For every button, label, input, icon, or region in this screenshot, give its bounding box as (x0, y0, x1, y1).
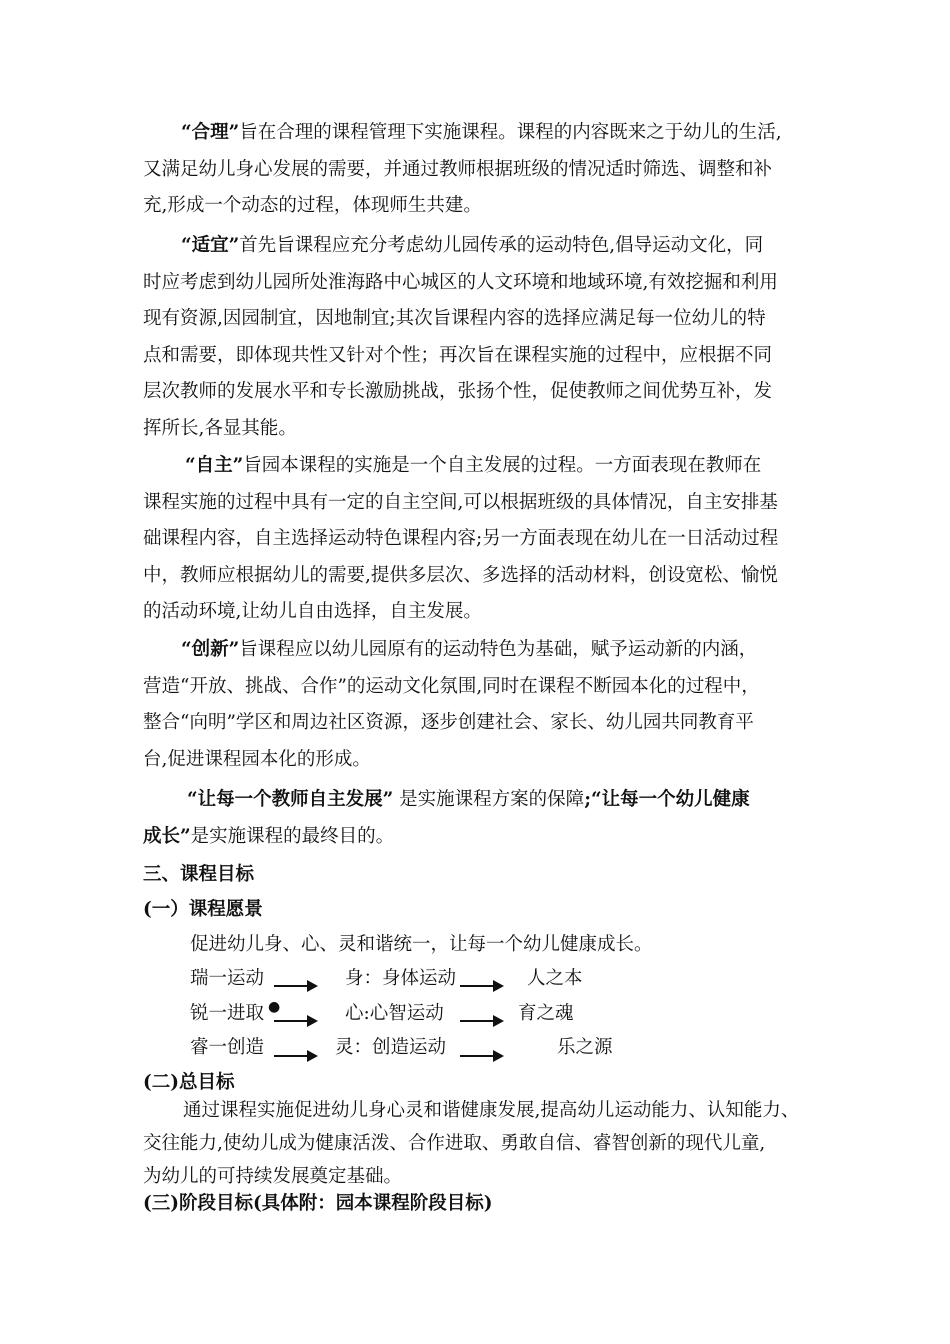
keyword: “合理” (181, 122, 240, 143)
paragraph-slogan (143, 782, 811, 855)
vision-mid: 灵：创造运动 (335, 1037, 447, 1058)
text-span: 旨园本课程的实施是一个自主发展的过程。一方面表现在教师在 (243, 455, 762, 476)
text-span: 首先旨课程应充分考虑幼儿园传承的运动特色,倡导运动文化，同 (239, 235, 764, 256)
text-line: 营造“开放、挑战、合作”的运动文化氛围,同时在课程不断园本化的过程中， (143, 675, 760, 697)
text-line: 础课程内容，自主选择运动特色课程内容;另一方面表现在幼儿在一日活动过程 (143, 528, 779, 549)
arrow-right-icon (460, 979, 504, 993)
text-span: 是实施课程的最终目的。 (190, 825, 395, 847)
text-span: 旨课程应以幼儿园原有的运动特色为基础，赋予运动新的内涵， (239, 639, 758, 660)
subsection-heading: (三)阶段目标(具体附：园本课程阶段目标) (143, 1193, 493, 1214)
vision-right: 乐之源 (557, 1037, 613, 1058)
text-line: 交往能力,使幼儿成为健康活泼、合作进取、勇敢自信、睿智创新的现代儿童, (143, 1133, 766, 1154)
text-line (143, 819, 811, 856)
text-span: 是实施课程方案的保障 (393, 789, 585, 810)
subsection-heading: (一）课程愿景 (143, 899, 263, 920)
arrow-right-icon (274, 1049, 318, 1063)
text-span: 旨在合理的课程管理下实施课程。课程的内容既来之于幼儿的生活, (239, 122, 782, 143)
paragraph-chuangxin (143, 632, 811, 778)
drop-icon: ● (268, 999, 281, 1015)
arrow-right-icon (460, 1049, 504, 1063)
section-heading: 三、课程目标 (143, 864, 255, 885)
text-line: 为幼儿的可持续发展奠定基础。 (143, 1166, 403, 1187)
text-line: 课程实施的过程中具有一定的自主空间,可以根据班级的具体情况，自主安排基 (143, 491, 778, 513)
text-line: 又满足幼儿身心发展的需要，并通过教师根据班级的情况适时筛选、调整和补 (143, 158, 773, 180)
text-line: 时应考虑到幼儿园所处淮海路中心城区的人文环境和地域环境,有效挖掘和利用 (143, 271, 778, 293)
vision-right: 人之本 (527, 968, 583, 989)
text-line: 充,形成一个动态的过程，体现师生共建。 (143, 195, 482, 216)
text-line: 现有资源,因园制宜，因地制宜;其次旨课程内容的选择应满足每一位幼儿的特 (143, 308, 766, 329)
vision-mid: 身：身体运动 (345, 968, 457, 989)
text-line: 通过课程实施促进幼儿身心灵和谐健康发展,提高幼儿运动能力、认知能力、 (183, 1100, 800, 1121)
vision-right: 育之魂 (518, 1003, 574, 1024)
vision-left: 睿一创造 (190, 1037, 265, 1058)
vision-mid: 心:心智运动 (345, 1003, 444, 1024)
text-line (143, 115, 811, 152)
keyword: “创新” (181, 639, 240, 660)
arrow-right-icon (460, 1014, 504, 1028)
keyword: ;“让每一个幼儿健康 (584, 789, 750, 810)
paragraph-goal (143, 1094, 811, 1193)
text-line (143, 782, 811, 819)
text-line: 中，教师应根据幼儿的需要,提供多层次、多选择的活动材料，创设宽松、愉悦 (143, 564, 778, 586)
keyword: “让每一个教师自主发展” (187, 789, 394, 810)
text-line (143, 448, 811, 485)
text-line: 台,促进课程园本化的形成。 (143, 748, 371, 770)
text-line: 层次教师的发展水平和专长激励挑战，张扬个性，促使教师之间优势互补，发 (143, 381, 773, 402)
vision-left: 锐一进取 (190, 1003, 265, 1024)
paragraph-shiyi (143, 228, 811, 447)
keyword: “自主” (185, 455, 244, 476)
text-line (143, 632, 811, 669)
paragraph-heli (143, 115, 811, 225)
vision-intro: 促进幼儿身、心、灵和谐统一，让每一个幼儿健康成长。 (190, 934, 653, 955)
arrow-right-icon (274, 1014, 318, 1028)
keyword: 成长” (143, 825, 191, 847)
subsection-heading: (二)总目标 (143, 1072, 235, 1093)
text-line (143, 228, 811, 265)
text-line: 挥所长,各显其能。 (143, 417, 297, 439)
vision-left: 瑞一运动 (190, 968, 265, 989)
text-line: 点和需要，即体现共性又针对个性；再次旨在课程实施的过程中，应根据不同 (143, 344, 773, 366)
paragraph-zizhu (143, 448, 811, 631)
arrow-right-icon (274, 979, 318, 993)
text-line: 整合“向明”学区和周边社区资源，逐步创建社会、家长、幼儿园共同教育平 (143, 712, 754, 733)
keyword: “适宜” (181, 235, 240, 256)
text-line: 的活动环境,让幼儿自由选择，自主发展。 (143, 601, 482, 622)
